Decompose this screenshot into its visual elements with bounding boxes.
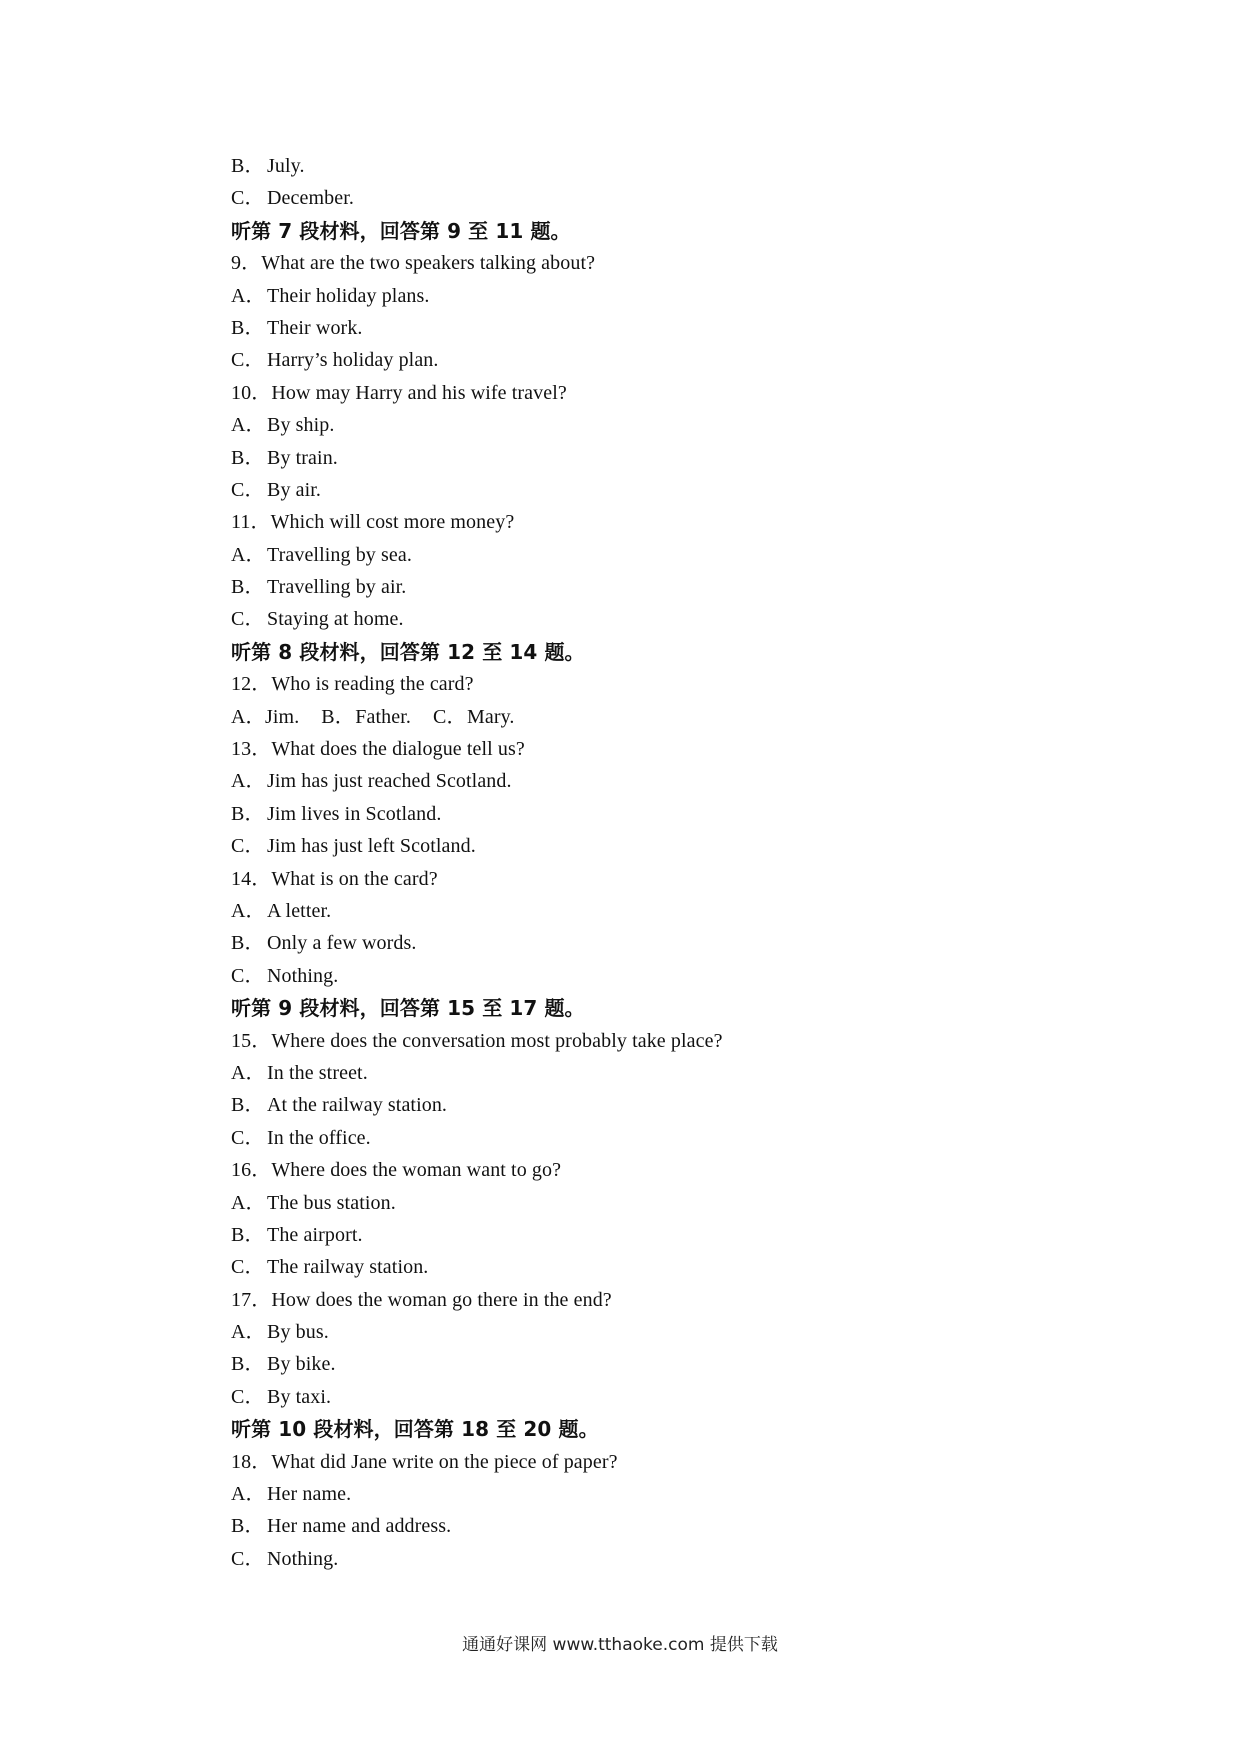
option-text: By bike. [267,1353,336,1376]
option-text: Her name and address. [267,1515,452,1538]
option-letter: C． [433,705,467,728]
option-text: Mary. [467,705,515,728]
section-heading: 听第 7 段材料，回答第 9 至 11 题。 [231,218,571,243]
exam-content [231,150,1131,1575]
option-letter: A． [231,770,266,793]
option-text: Father. [355,705,411,728]
option-letter: B． [231,1353,265,1376]
answer-option [231,539,1131,571]
answer-option [231,1219,1131,1251]
option-text: By ship. [267,414,335,437]
question-text: How does the woman go there in the end? [271,1288,612,1311]
question-number: 9． [231,252,262,275]
answer-option [231,150,1131,182]
answer-option [231,571,1131,603]
question-line [231,247,1131,279]
option-letter: C． [231,478,265,501]
option-letter: B． [231,1223,265,1246]
option-letter: A． [231,1191,266,1214]
question-line [231,377,1131,409]
answer-option [231,1478,1131,1510]
answer-option [231,1057,1131,1089]
option-letter: A． [231,1321,266,1344]
question-line [231,506,1131,538]
page-footer: 通通好课网 www.tthaoke.com 提供下载 [462,1635,778,1655]
answer-option [231,1089,1131,1121]
option-letter: C． [231,964,265,987]
answer-option [231,280,1131,312]
option-text: Jim lives in Scotland. [267,802,442,825]
answer-option [231,1381,1131,1413]
answer-option [231,895,1131,927]
option-letter: C． [231,608,265,631]
option-letter: B． [231,155,265,177]
option-text: Staying at home. [267,608,404,631]
answer-option [231,798,1131,830]
option-text: Nothing. [267,1547,339,1570]
option-letter: A． [231,284,266,307]
option-letter: C． [231,187,265,210]
section-heading: 听第 9 段材料，回答第 15 至 17 题。 [231,996,585,1021]
option-letter: A． [231,543,266,566]
option-text: July. [267,155,305,177]
question-line [231,1284,1131,1316]
answer-option [231,474,1131,506]
question-number: 14． [231,867,272,890]
option-text: Her name. [267,1483,352,1506]
option-text: Travelling by air. [267,576,407,599]
question-number: 11． [231,511,271,534]
option-text: Jim. [265,705,300,728]
section-heading: 听第 10 段材料，回答第 18 至 20 题。 [231,1417,599,1442]
question-line [231,1025,1131,1057]
answer-option [231,1187,1131,1219]
option-letter: C． [231,349,265,372]
option-letter: A． [231,705,266,728]
option-letter: A． [231,414,266,437]
option-text: Nothing. [267,964,339,987]
option-letter: C． [231,835,265,858]
option-letter: B． [231,932,265,955]
question-number: 12． [231,673,272,696]
answer-option [231,312,1131,344]
section-heading: 听第 8 段材料，回答第 12 至 14 题。 [231,639,585,664]
answer-option [231,765,1131,797]
option-text: In the office. [267,1126,371,1149]
option-text: In the street. [267,1061,368,1084]
question-text: Where does the woman want to go? [271,1159,562,1182]
option-letter: C． [231,1385,265,1408]
option-letter: B． [231,1094,265,1117]
option-text: A letter. [267,899,332,922]
option-text: Jim has just left Scotland. [267,835,476,858]
question-text: Where does the conversation most probably take place? [271,1029,723,1052]
answer-option [231,1543,1131,1575]
option-letter: A． [231,1061,266,1084]
answer-option [231,442,1131,474]
question-number: 10． [231,381,272,404]
question-text: What does the dialogue tell us? [271,738,525,761]
question-text: How may Harry and his wife travel? [271,381,567,404]
question-number: 13． [231,738,272,761]
option-letter: B． [231,802,265,825]
answer-option [231,1316,1131,1348]
option-text: By taxi. [267,1385,332,1408]
option-letter: B． [321,705,355,728]
answer-option [231,409,1131,441]
option-letter: B． [231,1515,265,1538]
question-line [231,733,1131,765]
answer-option [231,182,1131,214]
question-line [231,668,1131,700]
answer-option [231,344,1131,376]
option-letter: A． [231,1483,266,1506]
answer-option [231,603,1131,635]
option-text: Their work. [267,316,363,339]
question-line [231,863,1131,895]
option-text: Travelling by sea. [267,543,412,566]
answer-option [231,1251,1131,1283]
question-number: 18． [231,1450,272,1473]
option-text: December. [267,187,354,210]
option-text: Their holiday plans. [267,284,430,307]
question-text: Which will cost more money? [270,511,515,534]
option-text: By train. [267,446,338,469]
answer-option [231,1348,1131,1380]
answer-option [231,830,1131,862]
option-text: The railway station. [267,1256,429,1279]
option-text: The airport. [267,1223,363,1246]
option-text: Jim has just reached Scotland. [267,770,512,793]
option-letter: A． [231,899,266,922]
question-text: What did Jane write on the piece of paper? [271,1450,618,1473]
answer-option [231,927,1131,959]
option-text: By bus. [267,1321,329,1344]
question-number: 15． [231,1029,272,1052]
option-letter: B． [231,316,265,339]
option-letter: C． [231,1256,265,1279]
question-text: Who is reading the card? [271,673,474,696]
question-line [231,1154,1131,1186]
question-number: 17． [231,1288,272,1311]
option-text: By air. [267,478,322,501]
option-letter: C． [231,1126,265,1149]
question-number: 16． [231,1159,272,1182]
option-text: Only a few words. [267,932,417,955]
answer-option [231,960,1131,992]
question-text: What is on the card? [271,867,438,890]
option-letter: C． [231,1547,265,1570]
question-text: What are the two speakers talking about? [261,252,596,275]
option-letter: B． [231,576,265,599]
option-text: At the railway station. [267,1094,448,1117]
answer-option [231,1122,1131,1154]
option-letter: B． [231,446,265,469]
option-text: The bus station. [267,1191,396,1214]
question-line [231,1446,1131,1478]
inline-options [231,701,1131,733]
option-text: Harry’s holiday plan. [267,349,439,372]
answer-option [231,1510,1131,1542]
